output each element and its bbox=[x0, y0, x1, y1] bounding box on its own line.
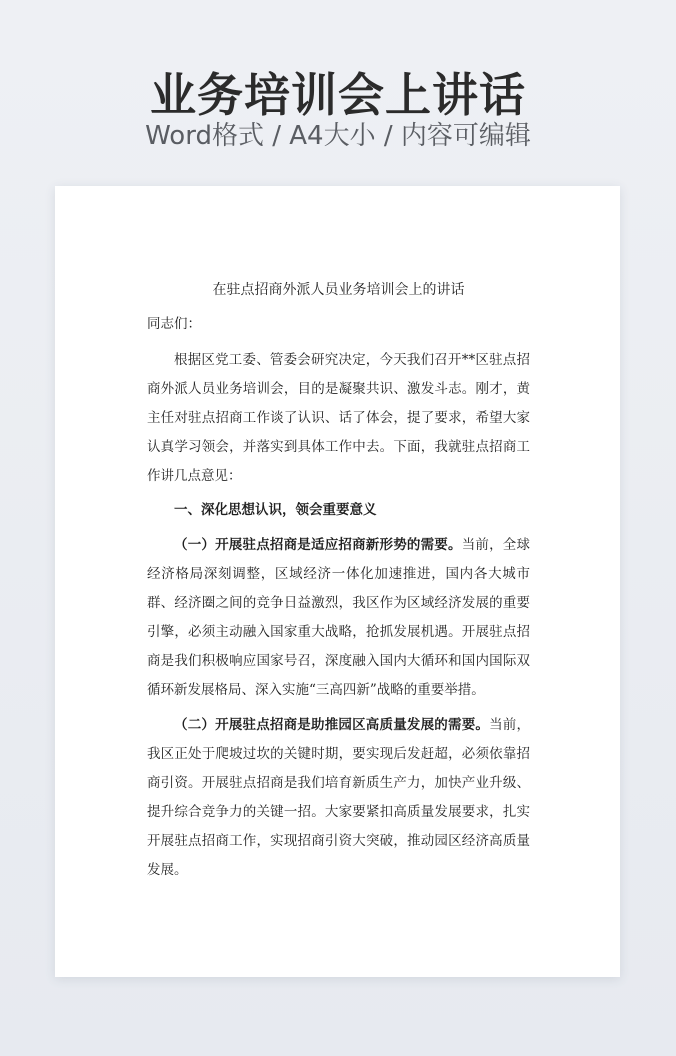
point-2-paragraph bbox=[147, 711, 530, 885]
document-title: 在驻点招商外派人员业务培训会上的讲话 bbox=[212, 282, 465, 298]
banner-subtitle: Word格式 / A4大小 / 内容可编辑 bbox=[145, 121, 531, 151]
document-body bbox=[147, 278, 530, 891]
point-2-lead: （二）开展驻点招商是助推园区高质量发展的需要。 bbox=[174, 717, 490, 733]
point-1-paragraph bbox=[147, 531, 530, 705]
intro-paragraph: 根据区党工委、管委会研究决定，今天我们召开**区驻点招商外派人员业务培训会，目的是凝聚共识、激发斗志。刚才，黄主任对驻点招商工作谈了认识、话了体会，提了要求，希望大家认真学习领会，并落实到具体工作中去。下面，我就驻点招商工作讲几点意见： bbox=[147, 352, 530, 484]
document-page bbox=[55, 186, 620, 977]
point-2-body: 当前，我区正处于爬坡过坎的关键时期，要实现后发赶超，必须依靠招商引资。开展驻点招商是我们培育新质生产力，加快产业升级、提升综合竞争力的关键一招。大家要紧扣高质量发展要求，扎实开展驻点招商工作，实现招商引资大突破，推动园区经济高质量发展。 bbox=[147, 717, 531, 878]
section-heading: 一、深化思想认识，领会重要意义 bbox=[174, 502, 377, 518]
banner-title: 业务培训会上讲话 bbox=[150, 68, 526, 122]
salutation: 同志们： bbox=[147, 316, 201, 332]
point-1-lead: （一）开展驻点招商是适应招商新形势的需要。 bbox=[174, 537, 462, 553]
point-1-body: 当前，全球经济格局深刻调整，区域经济一体化加速推进，国内各大城市群、经济圈之间的竞争日益激烈，我区作为区域经济发展的重要引擎，必须主动融入国家重大战略，抢抓发展机遇。开展驻点招商是我们积极响应国家号召，深度融入国内大循环和国内国际双循环新发展格局、深入实施“三高四新”战略的重要举措。 bbox=[147, 537, 531, 698]
